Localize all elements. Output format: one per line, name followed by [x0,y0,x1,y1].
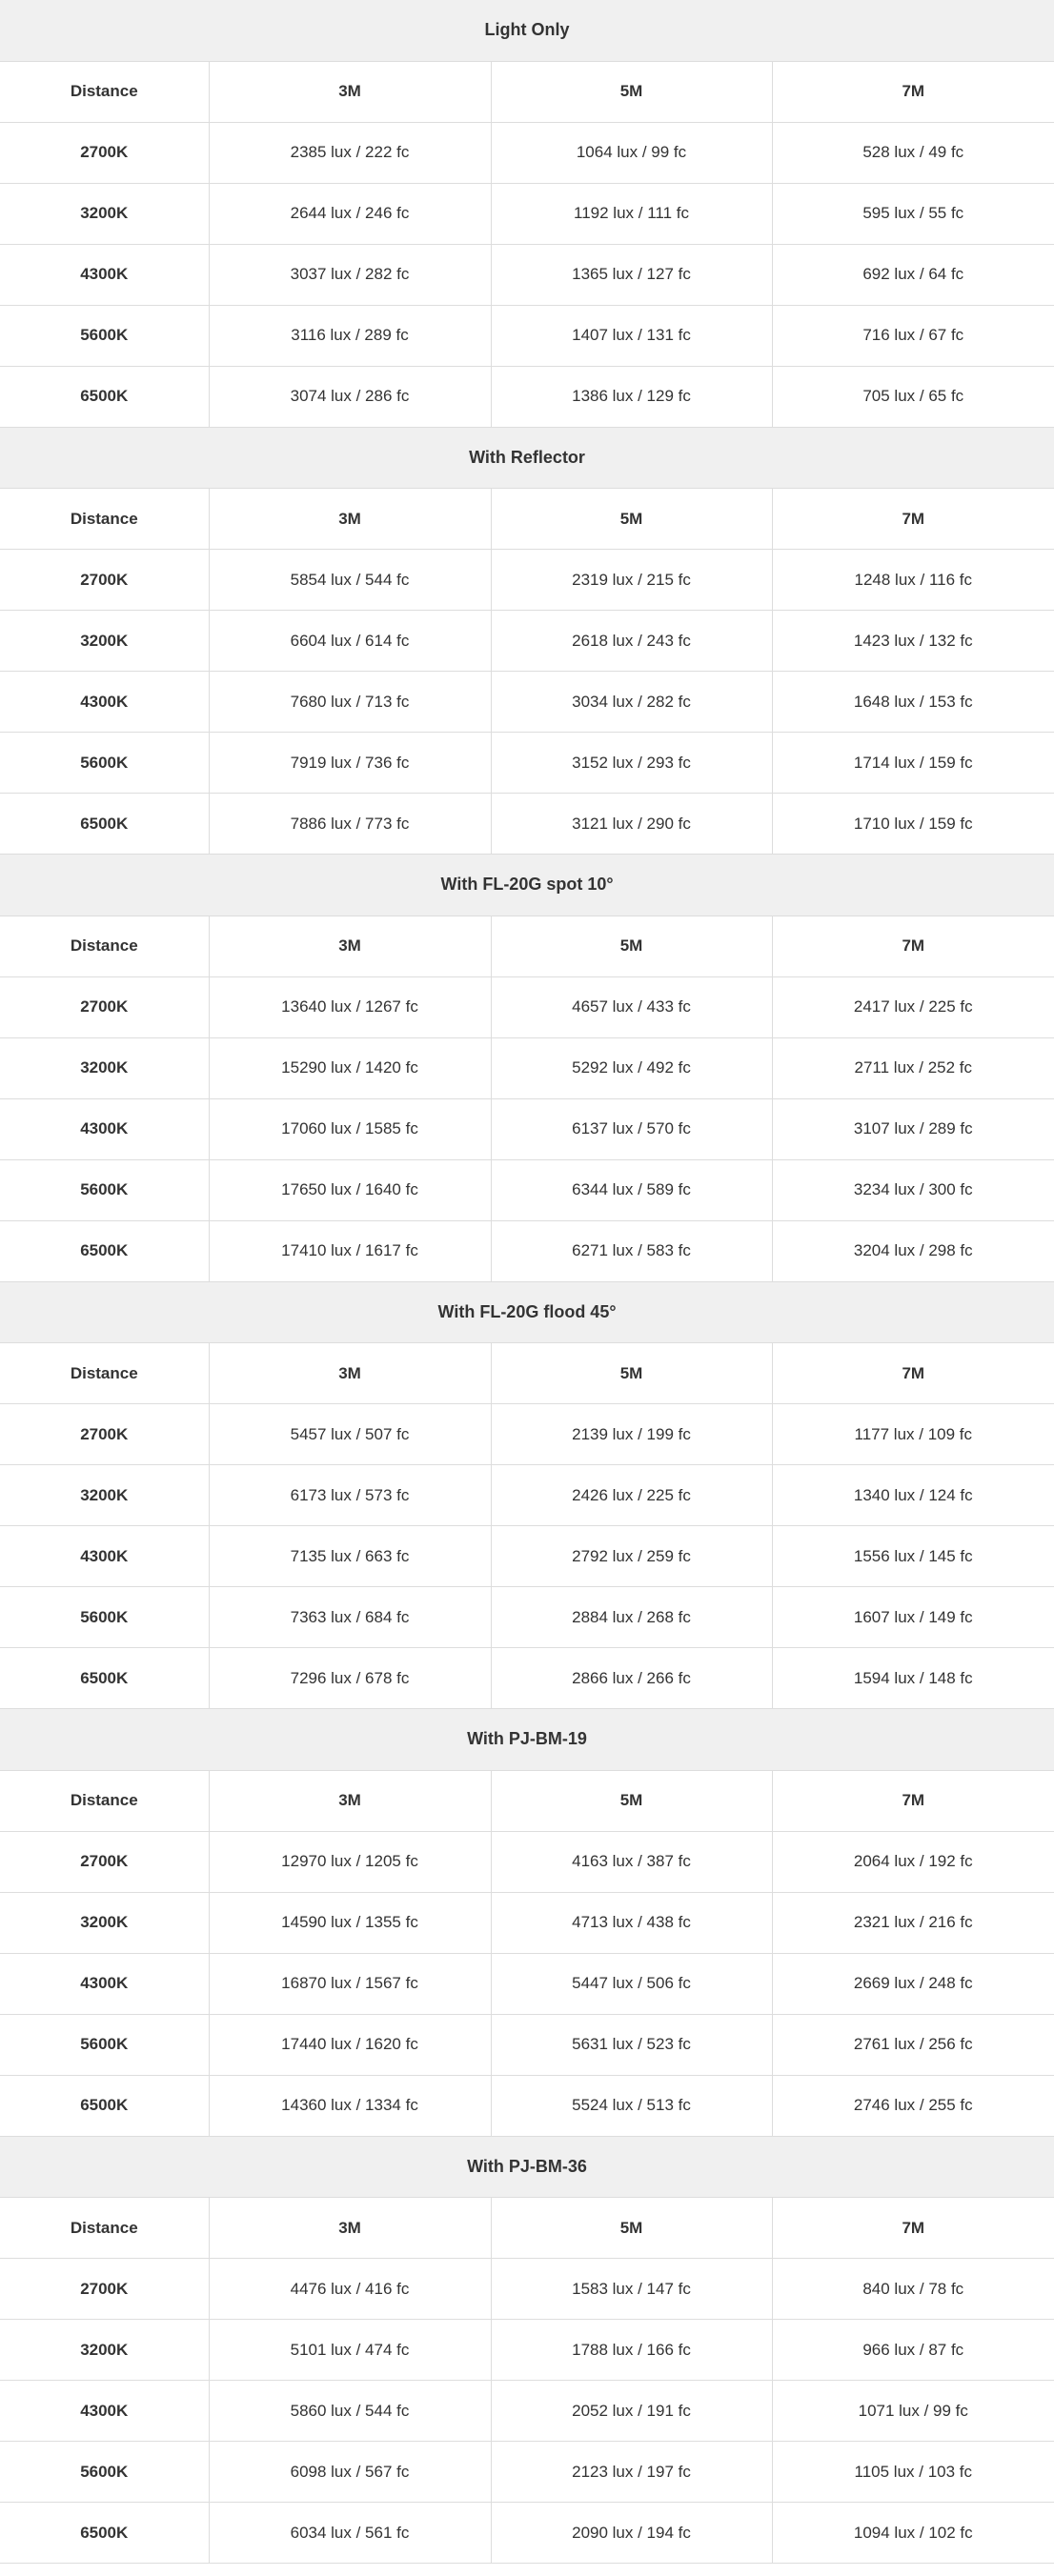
color-temperature-label: 4300K [0,672,209,733]
table-row [0,1098,1054,1159]
illuminance-value: 1248 lux / 116 fc [772,550,1054,611]
distance-column-header: 5M [491,61,772,122]
section-title: With PJ-BM-19 [0,1709,1054,1770]
table-row [0,1220,1054,1281]
color-temperature-label: 3200K [0,1465,209,1526]
illuminance-value: 17440 lux / 1620 fc [209,2014,491,2075]
illuminance-value: 2426 lux / 225 fc [491,1465,772,1526]
illuminance-value: 3037 lux / 282 fc [209,244,491,305]
illuminance-value: 7680 lux / 713 fc [209,672,491,733]
table-row [0,550,1054,611]
section-table [0,855,1054,1282]
illuminance-value: 5854 lux / 544 fc [209,550,491,611]
table-row [0,366,1054,427]
column-header-row [0,1343,1054,1404]
color-temperature-label: 5600K [0,1159,209,1220]
section-table [0,1709,1054,2137]
column-header-row [0,2198,1054,2259]
illuminance-value: 3116 lux / 289 fc [209,305,491,366]
illuminance-value: 15290 lux / 1420 fc [209,1037,491,1098]
illuminance-value: 6344 lux / 589 fc [491,1159,772,1220]
distance-column-header: 7M [772,2198,1054,2259]
distance-column-header: 3M [209,1770,491,1831]
illuminance-value: 2139 lux / 199 fc [491,1404,772,1465]
color-temperature-label: 6500K [0,366,209,427]
illuminance-value: 3152 lux / 293 fc [491,733,772,794]
distance-column-header: 7M [772,61,1054,122]
distance-column-header: 7M [772,916,1054,976]
illuminance-value: 17410 lux / 1617 fc [209,1220,491,1281]
table-row [0,1831,1054,1892]
column-header-row [0,916,1054,976]
table-row [0,1953,1054,2014]
illuminance-value: 4476 lux / 416 fc [209,2259,491,2320]
table-row [0,2381,1054,2442]
illuminance-value: 5860 lux / 544 fc [209,2381,491,2442]
distance-column-header: 3M [209,2198,491,2259]
illuminance-value: 1105 lux / 103 fc [772,2442,1054,2503]
illuminance-value: 13640 lux / 1267 fc [209,976,491,1037]
table-row [0,2503,1054,2564]
illuminance-value: 6034 lux / 561 fc [209,2503,491,2564]
illuminance-value: 1788 lux / 166 fc [491,2320,772,2381]
color-temperature-label: 4300K [0,1526,209,1587]
color-temperature-label: 2700K [0,2259,209,2320]
column-header-row [0,489,1054,550]
section-title-row [0,1282,1054,1343]
illuminance-value: 2123 lux / 197 fc [491,2442,772,2503]
section-title-row [0,428,1054,489]
illuminance-value: 595 lux / 55 fc [772,183,1054,244]
distance-header: Distance [0,489,209,550]
illuminance-value: 4713 lux / 438 fc [491,1892,772,1953]
table-row [0,305,1054,366]
table-row [0,1404,1054,1465]
table-row [0,2259,1054,2320]
illuminance-value: 2321 lux / 216 fc [772,1892,1054,1953]
distance-column-header: 7M [772,1343,1054,1404]
table-row [0,1037,1054,1098]
color-temperature-label: 2700K [0,550,209,611]
illuminance-value: 2090 lux / 194 fc [491,2503,772,2564]
illuminance-value: 17060 lux / 1585 fc [209,1098,491,1159]
color-temperature-label: 5600K [0,1587,209,1648]
illuminance-value: 1386 lux / 129 fc [491,366,772,427]
illuminance-value: 2669 lux / 248 fc [772,1953,1054,2014]
illuminance-value: 16870 lux / 1567 fc [209,1953,491,2014]
illuminance-value: 7919 lux / 736 fc [209,733,491,794]
illuminance-value: 1407 lux / 131 fc [491,305,772,366]
table-row [0,1892,1054,1953]
distance-column-header: 5M [491,1343,772,1404]
section-title: Light Only [0,0,1054,61]
color-temperature-label: 5600K [0,305,209,366]
illuminance-value: 528 lux / 49 fc [772,122,1054,183]
illuminance-value: 1192 lux / 111 fc [491,183,772,244]
illuminance-value: 1594 lux / 148 fc [772,1648,1054,1709]
color-temperature-label: 5600K [0,733,209,794]
illuminance-value: 7886 lux / 773 fc [209,794,491,855]
illuminance-value: 14590 lux / 1355 fc [209,1892,491,1953]
color-temperature-label: 5600K [0,2442,209,2503]
illuminance-value: 2866 lux / 266 fc [491,1648,772,1709]
section-title-row [0,0,1054,61]
color-temperature-label: 3200K [0,1037,209,1098]
color-temperature-label: 5600K [0,2014,209,2075]
table-row [0,611,1054,672]
illuminance-value: 6173 lux / 573 fc [209,1465,491,1526]
illuminance-value: 4163 lux / 387 fc [491,1831,772,1892]
section-title: With FL-20G spot 10° [0,855,1054,916]
table-row [0,244,1054,305]
illuminance-value: 1340 lux / 124 fc [772,1465,1054,1526]
section-title-row [0,855,1054,916]
illuminance-value: 2761 lux / 256 fc [772,2014,1054,2075]
color-temperature-label: 2700K [0,976,209,1037]
distance-column-header: 7M [772,489,1054,550]
illuminance-value: 6098 lux / 567 fc [209,2442,491,2503]
illuminance-value: 5631 lux / 523 fc [491,2014,772,2075]
section-title-row [0,1709,1054,1770]
illuminance-value: 2064 lux / 192 fc [772,1831,1054,1892]
table-row [0,2014,1054,2075]
distance-column-header: 7M [772,1770,1054,1831]
illuminance-value: 1071 lux / 99 fc [772,2381,1054,2442]
illuminance-value: 5101 lux / 474 fc [209,2320,491,2381]
illuminance-value: 705 lux / 65 fc [772,366,1054,427]
distance-column-header: 5M [491,489,772,550]
illuminance-value: 3107 lux / 289 fc [772,1098,1054,1159]
illuminance-value: 1423 lux / 132 fc [772,611,1054,672]
section-title-row [0,2137,1054,2198]
distance-column-header: 5M [491,1770,772,1831]
illuminance-value: 1714 lux / 159 fc [772,733,1054,794]
illuminance-value: 2711 lux / 252 fc [772,1037,1054,1098]
illuminance-value: 2644 lux / 246 fc [209,183,491,244]
illuminance-value: 1365 lux / 127 fc [491,244,772,305]
table-row [0,1159,1054,1220]
distance-column-header: 3M [209,61,491,122]
column-header-row [0,1770,1054,1831]
illuminance-value: 1177 lux / 109 fc [772,1404,1054,1465]
illuminance-value: 1064 lux / 99 fc [491,122,772,183]
table-row [0,2442,1054,2503]
color-temperature-label: 6500K [0,2503,209,2564]
illuminance-value: 6604 lux / 614 fc [209,611,491,672]
table-row [0,1587,1054,1648]
illuminance-value: 5292 lux / 492 fc [491,1037,772,1098]
illuminance-value: 7296 lux / 678 fc [209,1648,491,1709]
column-header-row [0,61,1054,122]
illuminance-value: 5457 lux / 507 fc [209,1404,491,1465]
illuminance-value: 2417 lux / 225 fc [772,976,1054,1037]
illuminance-value: 7135 lux / 663 fc [209,1526,491,1587]
illuminance-value: 1710 lux / 159 fc [772,794,1054,855]
color-temperature-label: 4300K [0,244,209,305]
table-row [0,976,1054,1037]
section-table [0,2137,1054,2565]
section-title: With FL-20G flood 45° [0,1282,1054,1343]
illuminance-value: 692 lux / 64 fc [772,244,1054,305]
illuminance-value: 7363 lux / 684 fc [209,1587,491,1648]
illuminance-value: 14360 lux / 1334 fc [209,2075,491,2136]
illuminance-value: 4657 lux / 433 fc [491,976,772,1037]
illuminance-value: 2385 lux / 222 fc [209,122,491,183]
table-row [0,122,1054,183]
color-temperature-label: 4300K [0,1098,209,1159]
table-row [0,2320,1054,2381]
table-row [0,794,1054,855]
illuminance-value: 2052 lux / 191 fc [491,2381,772,2442]
distance-header: Distance [0,61,209,122]
illuminance-value: 3234 lux / 300 fc [772,1159,1054,1220]
color-temperature-label: 6500K [0,1220,209,1281]
section-table [0,0,1054,428]
table-row [0,672,1054,733]
color-temperature-label: 3200K [0,611,209,672]
illuminance-value: 3034 lux / 282 fc [491,672,772,733]
illuminance-value: 716 lux / 67 fc [772,305,1054,366]
illuminance-value: 1094 lux / 102 fc [772,2503,1054,2564]
color-temperature-label: 4300K [0,1953,209,2014]
illuminance-value: 6137 lux / 570 fc [491,1098,772,1159]
color-temperature-label: 3200K [0,2320,209,2381]
illuminance-value: 2746 lux / 255 fc [772,2075,1054,2136]
illuminance-value: 1556 lux / 145 fc [772,1526,1054,1587]
illuminance-value: 966 lux / 87 fc [772,2320,1054,2381]
illuminance-value: 2319 lux / 215 fc [491,550,772,611]
color-temperature-label: 6500K [0,794,209,855]
color-temperature-label: 6500K [0,2075,209,2136]
color-temperature-label: 3200K [0,1892,209,1953]
illuminance-value: 3121 lux / 290 fc [491,794,772,855]
illuminance-value: 3074 lux / 286 fc [209,366,491,427]
illuminance-value: 2618 lux / 243 fc [491,611,772,672]
section-title: With PJ-BM-36 [0,2137,1054,2198]
illuminance-value: 2792 lux / 259 fc [491,1526,772,1587]
color-temperature-label: 2700K [0,122,209,183]
distance-column-header: 5M [491,2198,772,2259]
table-row [0,733,1054,794]
distance-column-header: 3M [209,916,491,976]
color-temperature-label: 6500K [0,1648,209,1709]
distance-header: Distance [0,2198,209,2259]
illuminance-value: 12970 lux / 1205 fc [209,1831,491,1892]
distance-column-header: 3M [209,1343,491,1404]
illuminance-value: 6271 lux / 583 fc [491,1220,772,1281]
color-temperature-label: 4300K [0,2381,209,2442]
color-temperature-label: 2700K [0,1831,209,1892]
distance-column-header: 3M [209,489,491,550]
illuminance-value: 1607 lux / 149 fc [772,1587,1054,1648]
table-row [0,183,1054,244]
section-table [0,1282,1054,1710]
table-row [0,1648,1054,1709]
distance-header: Distance [0,1770,209,1831]
table-row [0,1465,1054,1526]
illuminance-value: 2884 lux / 268 fc [491,1587,772,1648]
color-temperature-label: 2700K [0,1404,209,1465]
distance-header: Distance [0,1343,209,1404]
section-title: With Reflector [0,428,1054,489]
illuminance-value: 5524 lux / 513 fc [491,2075,772,2136]
table-row [0,2075,1054,2136]
table-row [0,1526,1054,1587]
distance-column-header: 5M [491,916,772,976]
distance-header: Distance [0,916,209,976]
illuminance-value: 1583 lux / 147 fc [491,2259,772,2320]
illuminance-value: 3204 lux / 298 fc [772,1220,1054,1281]
illuminance-value: 5447 lux / 506 fc [491,1953,772,2014]
illuminance-value: 1648 lux / 153 fc [772,672,1054,733]
color-temperature-label: 3200K [0,183,209,244]
illuminance-value: 17650 lux / 1640 fc [209,1159,491,1220]
section-table [0,428,1054,855]
illuminance-value: 840 lux / 78 fc [772,2259,1054,2320]
